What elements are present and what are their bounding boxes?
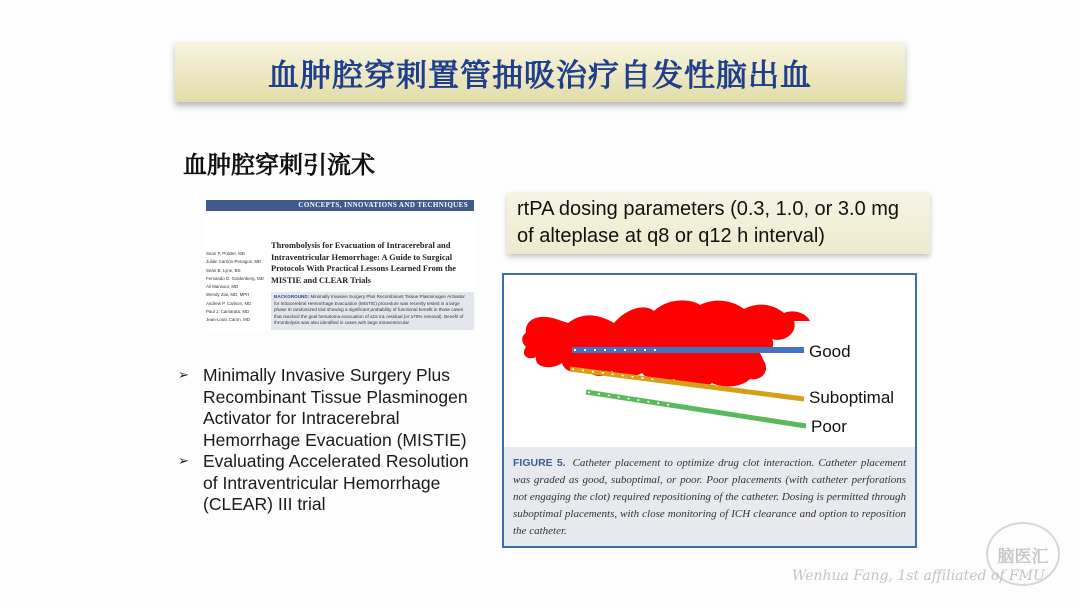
paper-author: Julián Carrión-Penagos, MD — [206, 259, 262, 265]
rtpa-dosing-box — [507, 192, 930, 254]
figure-catheter-placement — [502, 273, 917, 548]
paper-author: Jean-Louis Caron, MD — [206, 317, 250, 323]
paper-abstract-text: Minimally Invasive Surgery Plus Recombinant Tissue Plasminogen Activator for Intracerebral Hemorrhage Evacuation (MISTIE) procedure was recently tested in a large phase III randomized trial showing a significant probability of functional benefit in those cases that reached the goal hematoma evacuation of ≤15 mL residual (or ≥70% removal). Benefit of thrombolysis was also identified in cases with large intraventricular — [274, 294, 465, 326]
arrow-bullet-icon: ➢ — [178, 368, 189, 383]
paper-author: Sean P. Polster, MD — [206, 251, 245, 256]
paper-author: Paul J. Camarata, MD — [206, 309, 250, 315]
paper-abstract — [271, 292, 474, 330]
paper-author: Wendy Ziai, MD, MPH — [206, 292, 250, 298]
label-poor: Poor — [811, 417, 847, 436]
watermark-logo-icon: 脑医汇 — [986, 522, 1060, 586]
paper-section-band: CONCEPTS, INNOVATIONS AND TECHNIQUES — [206, 200, 474, 211]
clot-shape — [522, 300, 810, 387]
slide-subtitle: 血肿腔穿刺引流术 — [183, 151, 375, 179]
bullet-item — [178, 451, 488, 516]
bullet-list — [178, 365, 488, 516]
paper-abstract-label: BACKGROUND: — [274, 294, 310, 299]
title-banner — [175, 42, 905, 102]
bullet-item — [178, 365, 488, 451]
figure-caption — [504, 447, 915, 546]
figure-caption-lead: FIGURE 5. — [513, 457, 566, 469]
paper-title: Thrombolysis for Evacuation of Intracerebral and Intraventricular Hemorrhage: A Guide to Surgical Protocols With Practical Lessons Learned From the MISTIE and CLEAR Trials — [271, 241, 457, 285]
figure-caption-text: Catheter placement to optimize drug clot interaction. Catheter placement was graded as good, suboptimal, or poor. Poor placements (with catheter perforations not engaging the clot) required repositioning of the catheter. Dosing is permitted through suboptimal placements, with close monitoring of ICH clearance and option to reposition the catheter. — [513, 457, 907, 537]
paper-author: Seán B. Lyne, BS — [206, 267, 241, 273]
arrow-bullet-icon: ➢ — [178, 454, 189, 469]
catheter-diagram — [504, 275, 915, 447]
paper-author: Ali Mansour, MD — [206, 284, 239, 290]
paper-authors — [206, 250, 268, 325]
label-suboptimal: Suboptimal — [809, 388, 895, 407]
paper-author: Fernando D. Goldenberg, MD — [206, 275, 264, 281]
slide-title: 血肿腔穿刺置管抽吸治疗自发性脑出血 — [268, 57, 812, 94]
bullet-text: Evaluating Accelerated Resolution of Intraventricular Hemorrhage (CLEAR) III trial — [203, 451, 469, 514]
paper-thumbnail — [206, 200, 474, 330]
bullet-text: Minimally Invasive Surgery Plus Recombinant Tissue Plasminogen Activator for Intracerebral Hemorrhage Evacuation (MISTIE) — [203, 365, 468, 450]
paper-author: Andrew P. Carlson, MD — [206, 300, 252, 306]
label-good: Good — [809, 342, 851, 361]
watermark-text: Wenhua Fang, 1st affiliated of FMU — [792, 568, 1045, 584]
rtpa-dosing-text: rtPA dosing parameters (0.3, 1.0, or 3.0 mg of alteplase at q8 or q12 h interval) — [517, 198, 900, 247]
